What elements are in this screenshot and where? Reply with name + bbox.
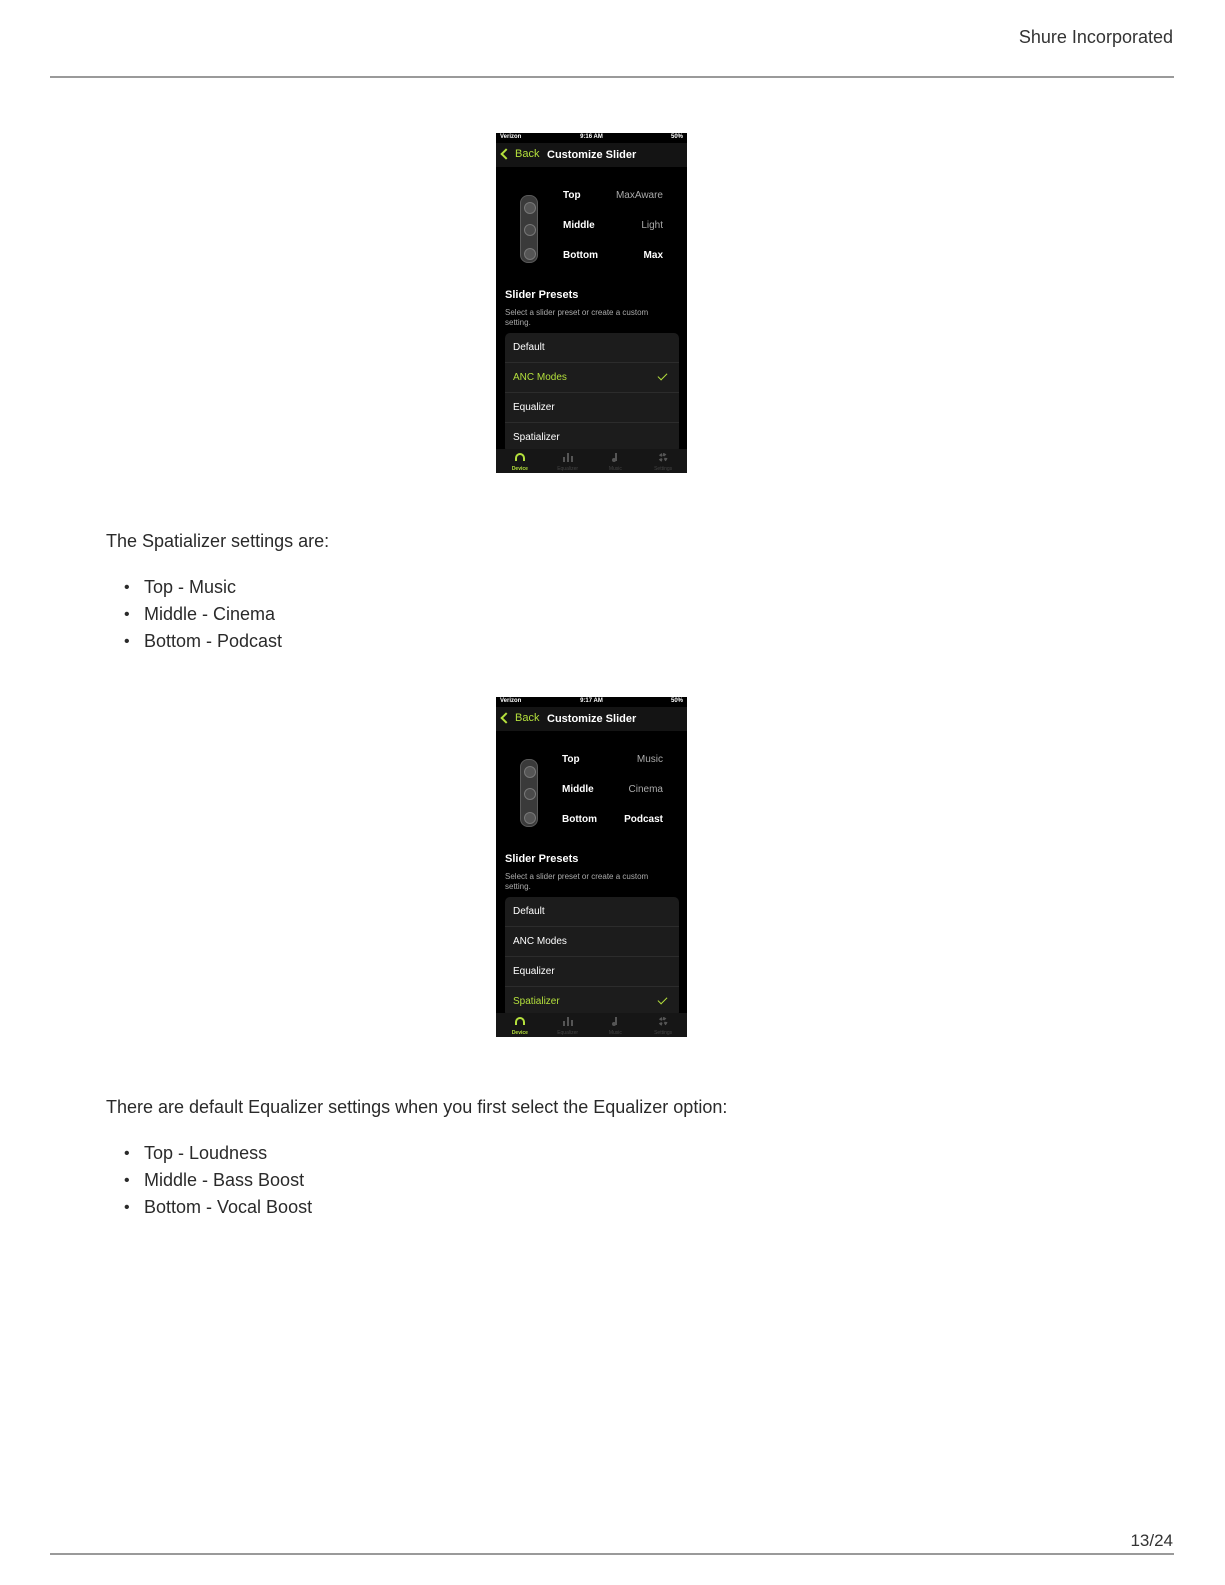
list-item: • Middle - Bass Boost (106, 1167, 312, 1194)
position-label-middle: Middle (562, 784, 594, 795)
phone-screenshot-2 (496, 697, 687, 1037)
presets-title: Slider Presets (505, 853, 579, 865)
headphones-icon (515, 1017, 525, 1025)
back-label: Back (515, 712, 540, 724)
spatializer-list (106, 574, 282, 655)
list-item: • Top - Loudness (106, 1140, 312, 1167)
gear-icon (659, 453, 668, 462)
position-value-top[interactable]: MaxAware (615, 190, 663, 201)
nav-bar (496, 707, 687, 731)
tab-settings[interactable]: Settings (639, 1013, 687, 1037)
chevron-left-icon (500, 712, 511, 723)
battery-level: 50% (670, 698, 683, 704)
position-label-bottom: Bottom (562, 814, 597, 825)
nav-title: Customize Slider (547, 149, 637, 161)
tab-equalizer[interactable]: Equalizer (544, 1013, 592, 1037)
status-time: 9:17 AM (580, 698, 603, 704)
position-value-top[interactable]: Music (636, 754, 663, 765)
status-bar (496, 133, 687, 143)
preset-list (505, 333, 679, 453)
equalizer-list (106, 1140, 312, 1221)
back-label: Back (515, 148, 540, 160)
checkmark-icon (658, 371, 668, 381)
slider-switch-icon (520, 195, 538, 263)
tab-music[interactable]: Music (592, 449, 640, 473)
gear-icon (659, 1017, 668, 1026)
tab-music[interactable]: Music (592, 1013, 640, 1037)
nav-bar (496, 143, 687, 167)
position-value-middle[interactable]: Light (641, 220, 663, 231)
header-company: Shure Incorporated (1018, 27, 1173, 47)
list-item: • Top - Music (106, 574, 282, 601)
preset-label: ANC Modes (513, 372, 567, 383)
preset-item-default[interactable]: Default (505, 333, 679, 363)
tab-device[interactable]: Device (496, 1013, 544, 1037)
tab-bar (496, 449, 687, 473)
preset-item-equalizer[interactable]: Equalizer (505, 957, 679, 987)
music-note-icon (612, 453, 618, 462)
page-number: 13/24 (1130, 1531, 1173, 1550)
preset-item-default[interactable]: Default (505, 897, 679, 927)
list-item: • Bottom - Podcast (106, 628, 282, 655)
header-rule (50, 76, 1174, 78)
carrier: Verizon (500, 698, 522, 704)
position-value-bottom[interactable]: Max (643, 250, 663, 261)
position-value-bottom[interactable]: Podcast (624, 814, 663, 825)
tab-device[interactable]: Device (496, 449, 544, 473)
presets-title: Slider Presets (505, 289, 579, 301)
presets-description: Select a slider preset or create a custom setting. (505, 872, 649, 891)
status-bar (496, 697, 687, 707)
preset-label: Spatializer (513, 996, 560, 1007)
tab-settings[interactable]: Settings (639, 449, 687, 473)
equalizer-bars-icon (563, 453, 573, 462)
position-label-top: Top (562, 754, 580, 765)
status-time: 9:16 AM (580, 134, 603, 140)
phone-screenshot-1 (496, 133, 687, 473)
nav-title: Customize Slider (547, 713, 637, 725)
preset-item-anc-modes[interactable]: ANC Modes (505, 927, 679, 957)
chevron-left-icon (500, 148, 511, 159)
music-note-icon (612, 1017, 618, 1026)
list-item: • Bottom - Vocal Boost (106, 1194, 312, 1221)
battery-level: 50% (670, 134, 683, 140)
carrier: Verizon (500, 134, 522, 140)
preset-item-anc-modes[interactable] (505, 363, 679, 393)
back-button[interactable] (500, 148, 539, 160)
footer-rule (50, 1553, 1174, 1555)
equalizer-bars-icon (563, 1017, 573, 1026)
spatializer-intro: The Spatializer settings are: (106, 531, 330, 551)
position-label-top: Top (563, 190, 581, 201)
preset-list (505, 897, 679, 1017)
preset-item-spatializer[interactable]: Spatializer (505, 423, 679, 453)
equalizer-intro: There are default Equalizer settings when you first select the Equalizer option: (106, 1097, 728, 1117)
preset-item-equalizer[interactable]: Equalizer (505, 393, 679, 423)
tab-bar (496, 1013, 687, 1037)
list-item: • Middle - Cinema (106, 601, 282, 628)
checkmark-icon (658, 995, 668, 1005)
presets-description: Select a slider preset or create a custom setting. (505, 308, 649, 327)
tab-equalizer[interactable]: Equalizer (544, 449, 592, 473)
position-value-middle[interactable]: Cinema (628, 784, 663, 795)
slider-switch-icon (520, 759, 538, 827)
position-label-bottom: Bottom (563, 250, 598, 261)
headphones-icon (515, 453, 525, 461)
position-label-middle: Middle (563, 220, 595, 231)
back-button[interactable] (500, 712, 539, 724)
